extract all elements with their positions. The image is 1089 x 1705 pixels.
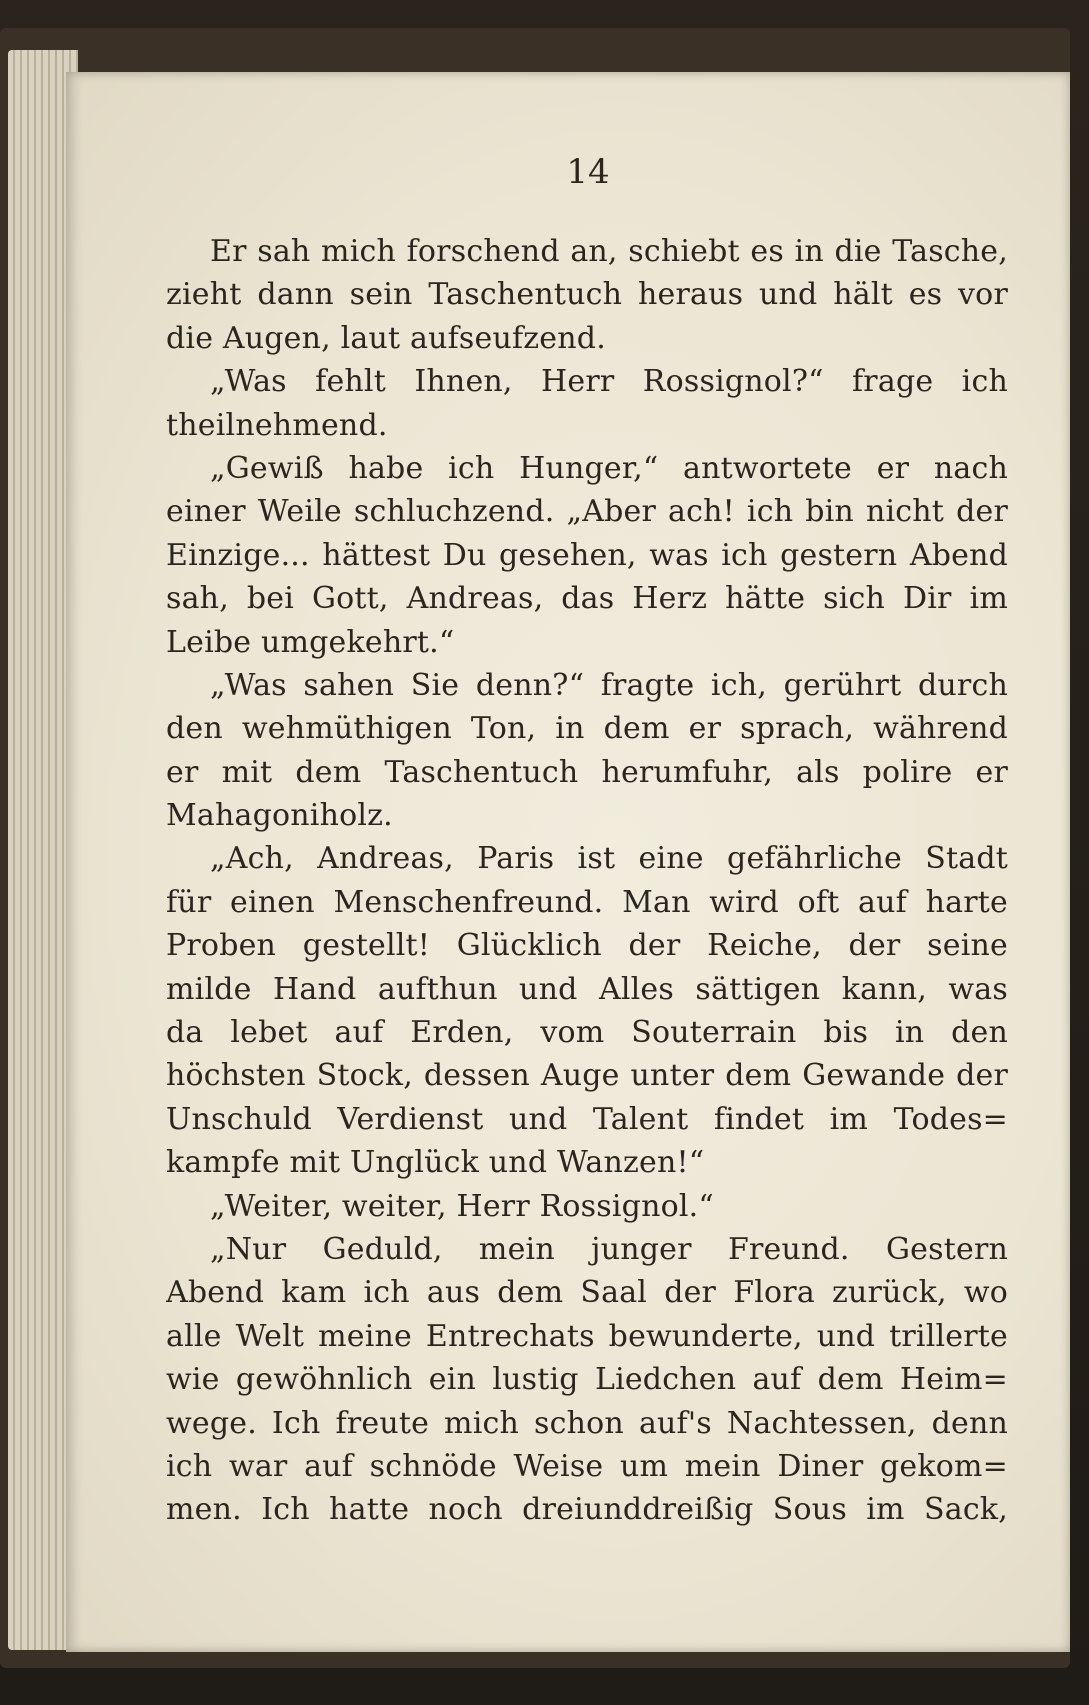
- text-line: wege. Ich freute mich schon auf's Nachtessen, denn: [166, 1405, 1008, 1441]
- text-line: „Nur Geduld, mein junger Freund. Gestern: [210, 1231, 1008, 1267]
- text-line: Leibe umgekehrt.“: [166, 624, 455, 660]
- text-line: Proben gestellt! Glücklich der Reiche, der seine: [166, 928, 1008, 964]
- text-line: theilnehmend.: [166, 407, 388, 443]
- text-line: men. Ich hatte noch dreiunddreißig Sous im Sack,: [166, 1492, 1008, 1528]
- text-line: kampfe mit Unglück und Wanzen!“: [166, 1145, 705, 1181]
- text-line: Mahagoniholz.: [166, 798, 393, 834]
- text-line: Er sah mich forschend an, schiebt es in die Tasche,: [210, 234, 1008, 269]
- text-line: „Gewiß habe ich Hunger,“ antwortete er nach: [210, 450, 1008, 486]
- text-line: „Was fehlt Ihnen, Herr Rossignol?“ frage ich: [210, 364, 1008, 400]
- text-line: wie gewöhnlich ein lustig Liedchen auf dem Heim=: [166, 1362, 1008, 1398]
- text-line: milde Hand aufthun und Alles sättigen kann, was: [166, 971, 1008, 1007]
- page-body-text: [166, 230, 1008, 1532]
- text-line: für einen Menschenfreund. Man wird oft auf harte: [166, 884, 1008, 920]
- text-line: die Augen, laut aufseufzend.: [166, 320, 606, 356]
- text-line: er mit dem Taschentuch herumfuhr, als polire er: [166, 754, 1008, 790]
- text-line: den wehmüthigen Ton, in dem er sprach, während: [166, 711, 1008, 747]
- text-line: einer Weile schluchzend. „Aber ach! ich bin nicht der: [166, 494, 1008, 530]
- text-line: alle Welt meine Entrechats bewunderte, und trillerte: [166, 1318, 1008, 1354]
- text-line: „Was sahen Sie denn?“ fragte ich, gerührt durch: [210, 667, 1008, 703]
- text-line: sah, bei Gott, Andreas, das Herz hätte sich Dir im: [166, 581, 1008, 617]
- text-line: Abend kam ich aus dem Saal der Flora zurück, wo: [166, 1275, 1008, 1311]
- text-line: da lebet auf Erden, vom Souterrain bis in den: [166, 1015, 1008, 1051]
- text-line: ich war auf schnöde Weise um mein Diner gekom=: [166, 1448, 1008, 1484]
- text-line: „Ach, Andreas, Paris ist eine gefährliche Stadt: [210, 841, 1008, 877]
- text-line: Einzige... hättest Du gesehen, was ich gestern Abend: [166, 537, 1008, 573]
- text-line: Unschuld Verdienst und Talent findet im Todes=: [166, 1101, 1008, 1137]
- text-line: zieht dann sein Taschentuch heraus und hält es vor: [166, 277, 1008, 313]
- text-line: höchsten Stock, dessen Auge unter dem Gewande der: [166, 1058, 1008, 1094]
- page-number: 14: [566, 152, 610, 192]
- text-line: „Weiter, weiter, Herr Rossignol.“: [210, 1188, 714, 1224]
